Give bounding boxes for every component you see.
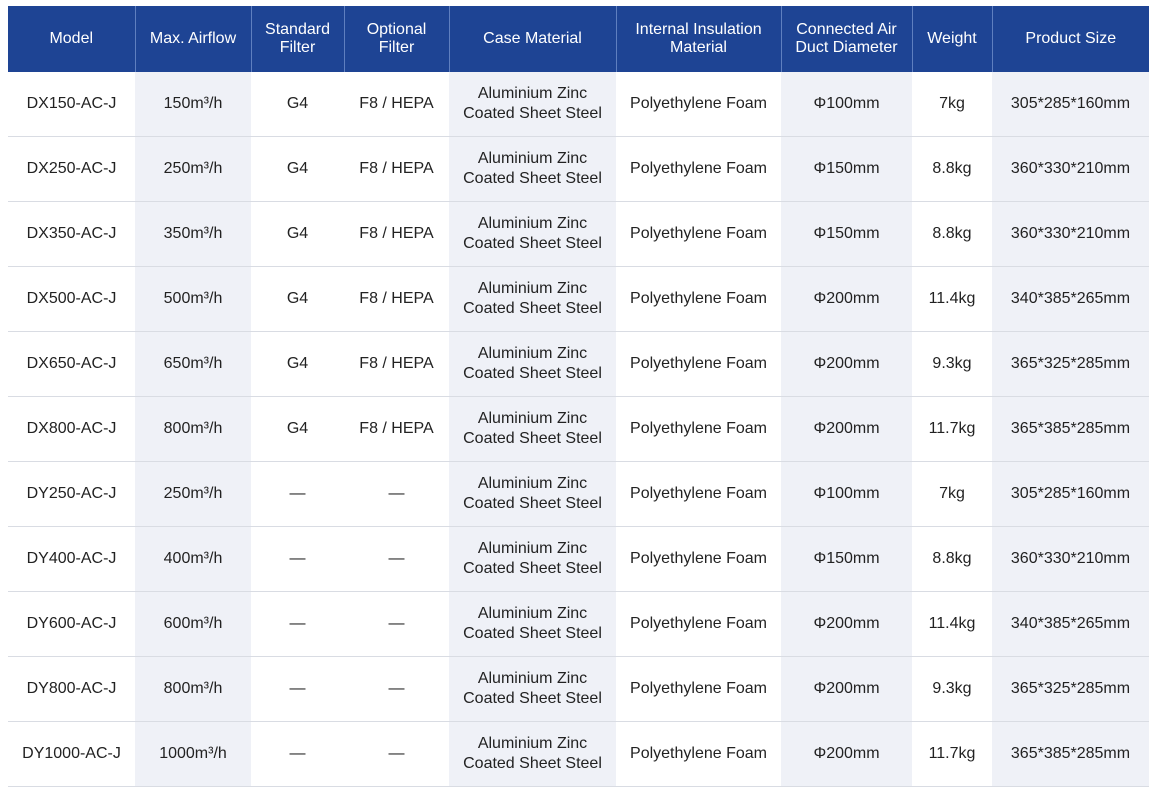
cell-duct-diameter: Φ200mm bbox=[781, 722, 912, 787]
cell-standard-filter: — bbox=[251, 657, 344, 722]
cell-optional-filter: F8 / HEPA bbox=[344, 202, 449, 267]
cell-optional-filter: — bbox=[344, 462, 449, 527]
cell-duct-diameter: Φ100mm bbox=[781, 462, 912, 527]
cell-optional-filter: — bbox=[344, 722, 449, 787]
cell-standard-filter: — bbox=[251, 462, 344, 527]
cell-product-size: 360*330*210mm bbox=[992, 202, 1149, 267]
cell-duct-diameter: Φ200mm bbox=[781, 397, 912, 462]
cell-insulation-material: Polyethylene Foam bbox=[616, 462, 781, 527]
table-row bbox=[8, 267, 1149, 332]
cell-case-material: Aluminium Zinc Coated Sheet Steel bbox=[449, 527, 616, 592]
cell-weight: 7kg bbox=[912, 462, 992, 527]
cell-duct-diameter: Φ150mm bbox=[781, 137, 912, 202]
header-row bbox=[8, 6, 1149, 72]
cell-model: DY250-AC-J bbox=[8, 462, 135, 527]
cell-optional-filter: F8 / HEPA bbox=[344, 267, 449, 332]
table-row bbox=[8, 462, 1149, 527]
table-row bbox=[8, 722, 1149, 787]
cell-case-material: Aluminium Zinc Coated Sheet Steel bbox=[449, 267, 616, 332]
cell-duct-diameter: Φ150mm bbox=[781, 202, 912, 267]
cell-standard-filter: — bbox=[251, 527, 344, 592]
cell-weight: 7kg bbox=[912, 72, 992, 137]
cell-model: DX150-AC-J bbox=[8, 72, 135, 137]
cell-optional-filter: — bbox=[344, 527, 449, 592]
cell-weight: 8.8kg bbox=[912, 137, 992, 202]
cell-standard-filter: G4 bbox=[251, 202, 344, 267]
cell-weight: 8.8kg bbox=[912, 202, 992, 267]
cell-max-airflow: 800m³/h bbox=[135, 657, 251, 722]
cell-duct-diameter: Φ150mm bbox=[781, 527, 912, 592]
cell-case-material: Aluminium Zinc Coated Sheet Steel bbox=[449, 397, 616, 462]
cell-standard-filter: G4 bbox=[251, 332, 344, 397]
cell-standard-filter: — bbox=[251, 722, 344, 787]
cell-weight: 11.4kg bbox=[912, 592, 992, 657]
cell-insulation-material: Polyethylene Foam bbox=[616, 592, 781, 657]
table-row bbox=[8, 72, 1149, 137]
cell-standard-filter: G4 bbox=[251, 267, 344, 332]
cell-max-airflow: 1000m³/h bbox=[135, 722, 251, 787]
header-product-size: Product Size bbox=[992, 6, 1149, 72]
cell-duct-diameter: Φ200mm bbox=[781, 267, 912, 332]
cell-duct-diameter: Φ200mm bbox=[781, 592, 912, 657]
product-spec-table bbox=[8, 6, 1149, 787]
cell-case-material: Aluminium Zinc Coated Sheet Steel bbox=[449, 657, 616, 722]
cell-case-material: Aluminium Zinc Coated Sheet Steel bbox=[449, 722, 616, 787]
cell-max-airflow: 800m³/h bbox=[135, 397, 251, 462]
cell-max-airflow: 650m³/h bbox=[135, 332, 251, 397]
cell-insulation-material: Polyethylene Foam bbox=[616, 137, 781, 202]
cell-standard-filter: G4 bbox=[251, 72, 344, 137]
table-body bbox=[8, 72, 1149, 787]
cell-model: DY600-AC-J bbox=[8, 592, 135, 657]
cell-max-airflow: 250m³/h bbox=[135, 462, 251, 527]
cell-insulation-material: Polyethylene Foam bbox=[616, 722, 781, 787]
cell-weight: 11.7kg bbox=[912, 722, 992, 787]
cell-weight: 9.3kg bbox=[912, 332, 992, 397]
spec-table-container bbox=[8, 6, 1149, 787]
cell-optional-filter: — bbox=[344, 657, 449, 722]
cell-model: DX800-AC-J bbox=[8, 397, 135, 462]
table-row bbox=[8, 202, 1149, 267]
cell-max-airflow: 600m³/h bbox=[135, 592, 251, 657]
cell-weight: 11.4kg bbox=[912, 267, 992, 332]
cell-case-material: Aluminium Zinc Coated Sheet Steel bbox=[449, 137, 616, 202]
cell-product-size: 365*385*285mm bbox=[992, 722, 1149, 787]
cell-product-size: 305*285*160mm bbox=[992, 72, 1149, 137]
cell-weight: 9.3kg bbox=[912, 657, 992, 722]
cell-max-airflow: 400m³/h bbox=[135, 527, 251, 592]
cell-optional-filter: F8 / HEPA bbox=[344, 397, 449, 462]
cell-duct-diameter: Φ100mm bbox=[781, 72, 912, 137]
cell-model: DY800-AC-J bbox=[8, 657, 135, 722]
header-weight: Weight bbox=[912, 6, 992, 72]
cell-model: DX500-AC-J bbox=[8, 267, 135, 332]
header-insulation-material: Internal Insulation Material bbox=[616, 6, 781, 72]
cell-optional-filter: F8 / HEPA bbox=[344, 332, 449, 397]
cell-weight: 11.7kg bbox=[912, 397, 992, 462]
cell-max-airflow: 250m³/h bbox=[135, 137, 251, 202]
cell-insulation-material: Polyethylene Foam bbox=[616, 397, 781, 462]
cell-model: DY400-AC-J bbox=[8, 527, 135, 592]
cell-product-size: 365*325*285mm bbox=[992, 657, 1149, 722]
table-row bbox=[8, 137, 1149, 202]
header-duct-diameter: Connected Air Duct Diameter bbox=[781, 6, 912, 72]
cell-standard-filter: G4 bbox=[251, 397, 344, 462]
cell-product-size: 305*285*160mm bbox=[992, 462, 1149, 527]
cell-max-airflow: 500m³/h bbox=[135, 267, 251, 332]
cell-standard-filter: — bbox=[251, 592, 344, 657]
cell-product-size: 365*385*285mm bbox=[992, 397, 1149, 462]
header-max-airflow: Max. Airflow bbox=[135, 6, 251, 72]
cell-product-size: 365*325*285mm bbox=[992, 332, 1149, 397]
cell-insulation-material: Polyethylene Foam bbox=[616, 267, 781, 332]
cell-model: DY1000-AC-J bbox=[8, 722, 135, 787]
cell-weight: 8.8kg bbox=[912, 527, 992, 592]
cell-insulation-material: Polyethylene Foam bbox=[616, 332, 781, 397]
table-row bbox=[8, 657, 1149, 722]
cell-max-airflow: 150m³/h bbox=[135, 72, 251, 137]
cell-insulation-material: Polyethylene Foam bbox=[616, 72, 781, 137]
cell-case-material: Aluminium Zinc Coated Sheet Steel bbox=[449, 202, 616, 267]
cell-insulation-material: Polyethylene Foam bbox=[616, 657, 781, 722]
cell-standard-filter: G4 bbox=[251, 137, 344, 202]
cell-max-airflow: 350m³/h bbox=[135, 202, 251, 267]
cell-product-size: 360*330*210mm bbox=[992, 137, 1149, 202]
table-row bbox=[8, 397, 1149, 462]
cell-product-size: 340*385*265mm bbox=[992, 592, 1149, 657]
table-row bbox=[8, 592, 1149, 657]
cell-case-material: Aluminium Zinc Coated Sheet Steel bbox=[449, 72, 616, 137]
table-row bbox=[8, 332, 1149, 397]
cell-insulation-material: Polyethylene Foam bbox=[616, 202, 781, 267]
header-model: Model bbox=[8, 6, 135, 72]
cell-product-size: 340*385*265mm bbox=[992, 267, 1149, 332]
table-row bbox=[8, 527, 1149, 592]
cell-optional-filter: F8 / HEPA bbox=[344, 72, 449, 137]
cell-insulation-material: Polyethylene Foam bbox=[616, 527, 781, 592]
header-standard-filter: Standard Filter bbox=[251, 6, 344, 72]
cell-duct-diameter: Φ200mm bbox=[781, 332, 912, 397]
cell-product-size: 360*330*210mm bbox=[992, 527, 1149, 592]
cell-case-material: Aluminium Zinc Coated Sheet Steel bbox=[449, 592, 616, 657]
cell-optional-filter: F8 / HEPA bbox=[344, 137, 449, 202]
cell-case-material: Aluminium Zinc Coated Sheet Steel bbox=[449, 462, 616, 527]
cell-case-material: Aluminium Zinc Coated Sheet Steel bbox=[449, 332, 616, 397]
cell-duct-diameter: Φ200mm bbox=[781, 657, 912, 722]
cell-model: DX650-AC-J bbox=[8, 332, 135, 397]
header-case-material: Case Material bbox=[449, 6, 616, 72]
cell-model: DX250-AC-J bbox=[8, 137, 135, 202]
cell-optional-filter: — bbox=[344, 592, 449, 657]
header-optional-filter: Optional Filter bbox=[344, 6, 449, 72]
cell-model: DX350-AC-J bbox=[8, 202, 135, 267]
